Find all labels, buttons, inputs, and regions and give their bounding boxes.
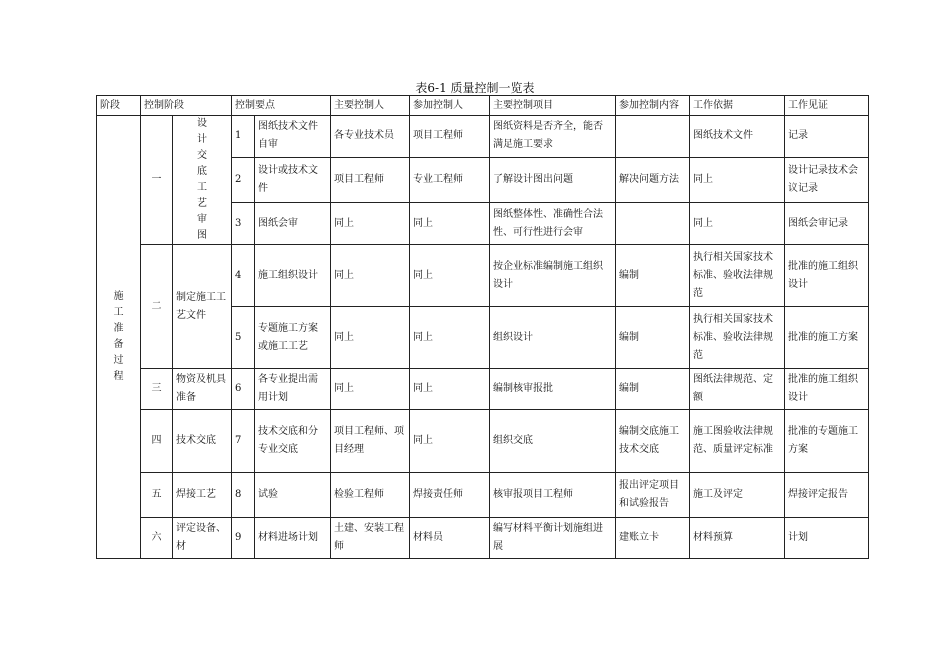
control-content — [616, 116, 690, 158]
work-basis: 材料预算 — [690, 518, 785, 559]
phase-name: 设计交底工艺审图 — [173, 116, 232, 245]
point-text: 设计或技术文件 — [255, 157, 331, 202]
assist-controller: 焊接责任师 — [410, 473, 490, 518]
phase-num: 五 — [141, 473, 173, 518]
main-controller: 同上 — [331, 307, 410, 369]
assist-controller: 同上 — [410, 410, 490, 473]
phase-num: 二 — [141, 245, 173, 369]
control-item: 编写材料平衡计划施组进展 — [490, 518, 616, 559]
table-row — [97, 518, 869, 559]
phase-num: 六 — [141, 518, 173, 559]
work-basis: 图纸技术文件 — [690, 116, 785, 158]
phase-name: 焊接工艺 — [173, 473, 232, 518]
work-basis: 同上 — [690, 203, 785, 245]
point-num: 6 — [232, 369, 255, 410]
main-controller: 同上 — [331, 245, 410, 307]
control-item: 编制核审报批 — [490, 369, 616, 410]
table-row — [97, 473, 869, 518]
header-cell: 参加控制人 — [410, 96, 490, 116]
point-text: 材料进场计划 — [255, 518, 331, 559]
quality-control-table — [96, 95, 869, 559]
point-text: 试验 — [255, 473, 331, 518]
header-cell: 主要控制项目 — [490, 96, 616, 116]
work-evidence: 图纸会审记录 — [785, 203, 869, 245]
work-basis: 图纸法律规范、定额 — [690, 369, 785, 410]
table-row — [97, 245, 869, 307]
point-num: 1 — [232, 116, 255, 158]
work-basis: 施工及评定 — [690, 473, 785, 518]
point-text: 技术交底和分专业交底 — [255, 410, 331, 473]
main-controller: 项目工程师 — [331, 157, 410, 202]
control-content: 编制 — [616, 369, 690, 410]
header-row — [97, 96, 869, 116]
control-content: 编制交底施工技术交底 — [616, 410, 690, 473]
work-evidence: 记录 — [785, 116, 869, 158]
point-text: 图纸会审 — [255, 203, 331, 245]
work-basis: 同上 — [690, 157, 785, 202]
phase-num: 四 — [141, 410, 173, 473]
control-content: 编制 — [616, 307, 690, 369]
assist-controller: 材料员 — [410, 518, 490, 559]
main-controller: 同上 — [331, 369, 410, 410]
work-basis: 执行相关国家技术标准、验收法律规范 — [690, 307, 785, 369]
table-row — [97, 369, 869, 410]
point-num: 7 — [232, 410, 255, 473]
main-controller: 各专业技术员 — [331, 116, 410, 158]
control-content: 编制 — [616, 245, 690, 307]
stage-cell: 施工准备过程 — [97, 116, 141, 559]
assist-controller: 项目工程师 — [410, 116, 490, 158]
phase-name: 评定设备、材 — [173, 518, 232, 559]
header-cell: 主要控制人 — [331, 96, 410, 116]
table-row — [97, 410, 869, 473]
assist-controller: 同上 — [410, 307, 490, 369]
control-content — [616, 203, 690, 245]
main-controller: 土建、安装工程师 — [331, 518, 410, 559]
control-content: 报出评定项目和试验报告 — [616, 473, 690, 518]
control-item: 图纸整体性、准确性合法性、可行性进行会审 — [490, 203, 616, 245]
control-content: 解决问题方法 — [616, 157, 690, 202]
assist-controller: 同上 — [410, 245, 490, 307]
point-num: 5 — [232, 307, 255, 369]
point-text: 各专业提出需用计划 — [255, 369, 331, 410]
assist-controller: 同上 — [410, 203, 490, 245]
main-controller: 同上 — [331, 203, 410, 245]
work-evidence: 批准的施工方案 — [785, 307, 869, 369]
point-num: 4 — [232, 245, 255, 307]
control-item: 组织交底 — [490, 410, 616, 473]
phase-num: 三 — [141, 369, 173, 410]
assist-controller: 专业工程师 — [410, 157, 490, 202]
header-cell: 工作依据 — [690, 96, 785, 116]
point-num: 3 — [232, 203, 255, 245]
header-cell: 工作见证 — [785, 96, 869, 116]
phase-name: 技术交底 — [173, 410, 232, 473]
table-row — [97, 116, 869, 158]
point-text: 施工组织设计 — [255, 245, 331, 307]
control-item: 组织设计 — [490, 307, 616, 369]
work-evidence: 批准的专题施工方案 — [785, 410, 869, 473]
phase-name: 物资及机具准备 — [173, 369, 232, 410]
control-item: 核审报项目工程师 — [490, 473, 616, 518]
control-content: 建账立卡 — [616, 518, 690, 559]
point-text: 图纸技术文件自审 — [255, 116, 331, 158]
header-cell: 参加控制内容 — [616, 96, 690, 116]
work-evidence: 计划 — [785, 518, 869, 559]
work-evidence: 设计记录技术会议记录 — [785, 157, 869, 202]
main-controller: 检验工程师 — [331, 473, 410, 518]
work-evidence: 批准的施工组织设计 — [785, 245, 869, 307]
phase-name: 制定施工工艺文件 — [173, 245, 232, 369]
work-basis: 执行相关国家技术标准、验收法律规范 — [690, 245, 785, 307]
point-text: 专题施工方案或施工工艺 — [255, 307, 331, 369]
point-num: 8 — [232, 473, 255, 518]
work-evidence: 焊接评定报告 — [785, 473, 869, 518]
control-item: 按企业标准编制施工组织设计 — [490, 245, 616, 307]
control-item: 图纸资料是否齐全，能否满足施工要求 — [490, 116, 616, 158]
main-controller: 项目工程师、项目经理 — [331, 410, 410, 473]
assist-controller: 同上 — [410, 369, 490, 410]
point-num: 2 — [232, 157, 255, 202]
work-evidence: 批准的施工组织设计 — [785, 369, 869, 410]
table-title: 表6-1 质量控制一览表 — [415, 81, 535, 95]
point-num: 9 — [232, 518, 255, 559]
phase-num: 一 — [141, 116, 173, 245]
control-item: 了解设计图出问题 — [490, 157, 616, 202]
header-cell: 控制要点 — [232, 96, 331, 116]
header-cell: 阶段 — [97, 96, 141, 116]
header-cell: 控制阶段 — [141, 96, 232, 116]
work-basis: 施工图验收法律规范、质量评定标准 — [690, 410, 785, 473]
